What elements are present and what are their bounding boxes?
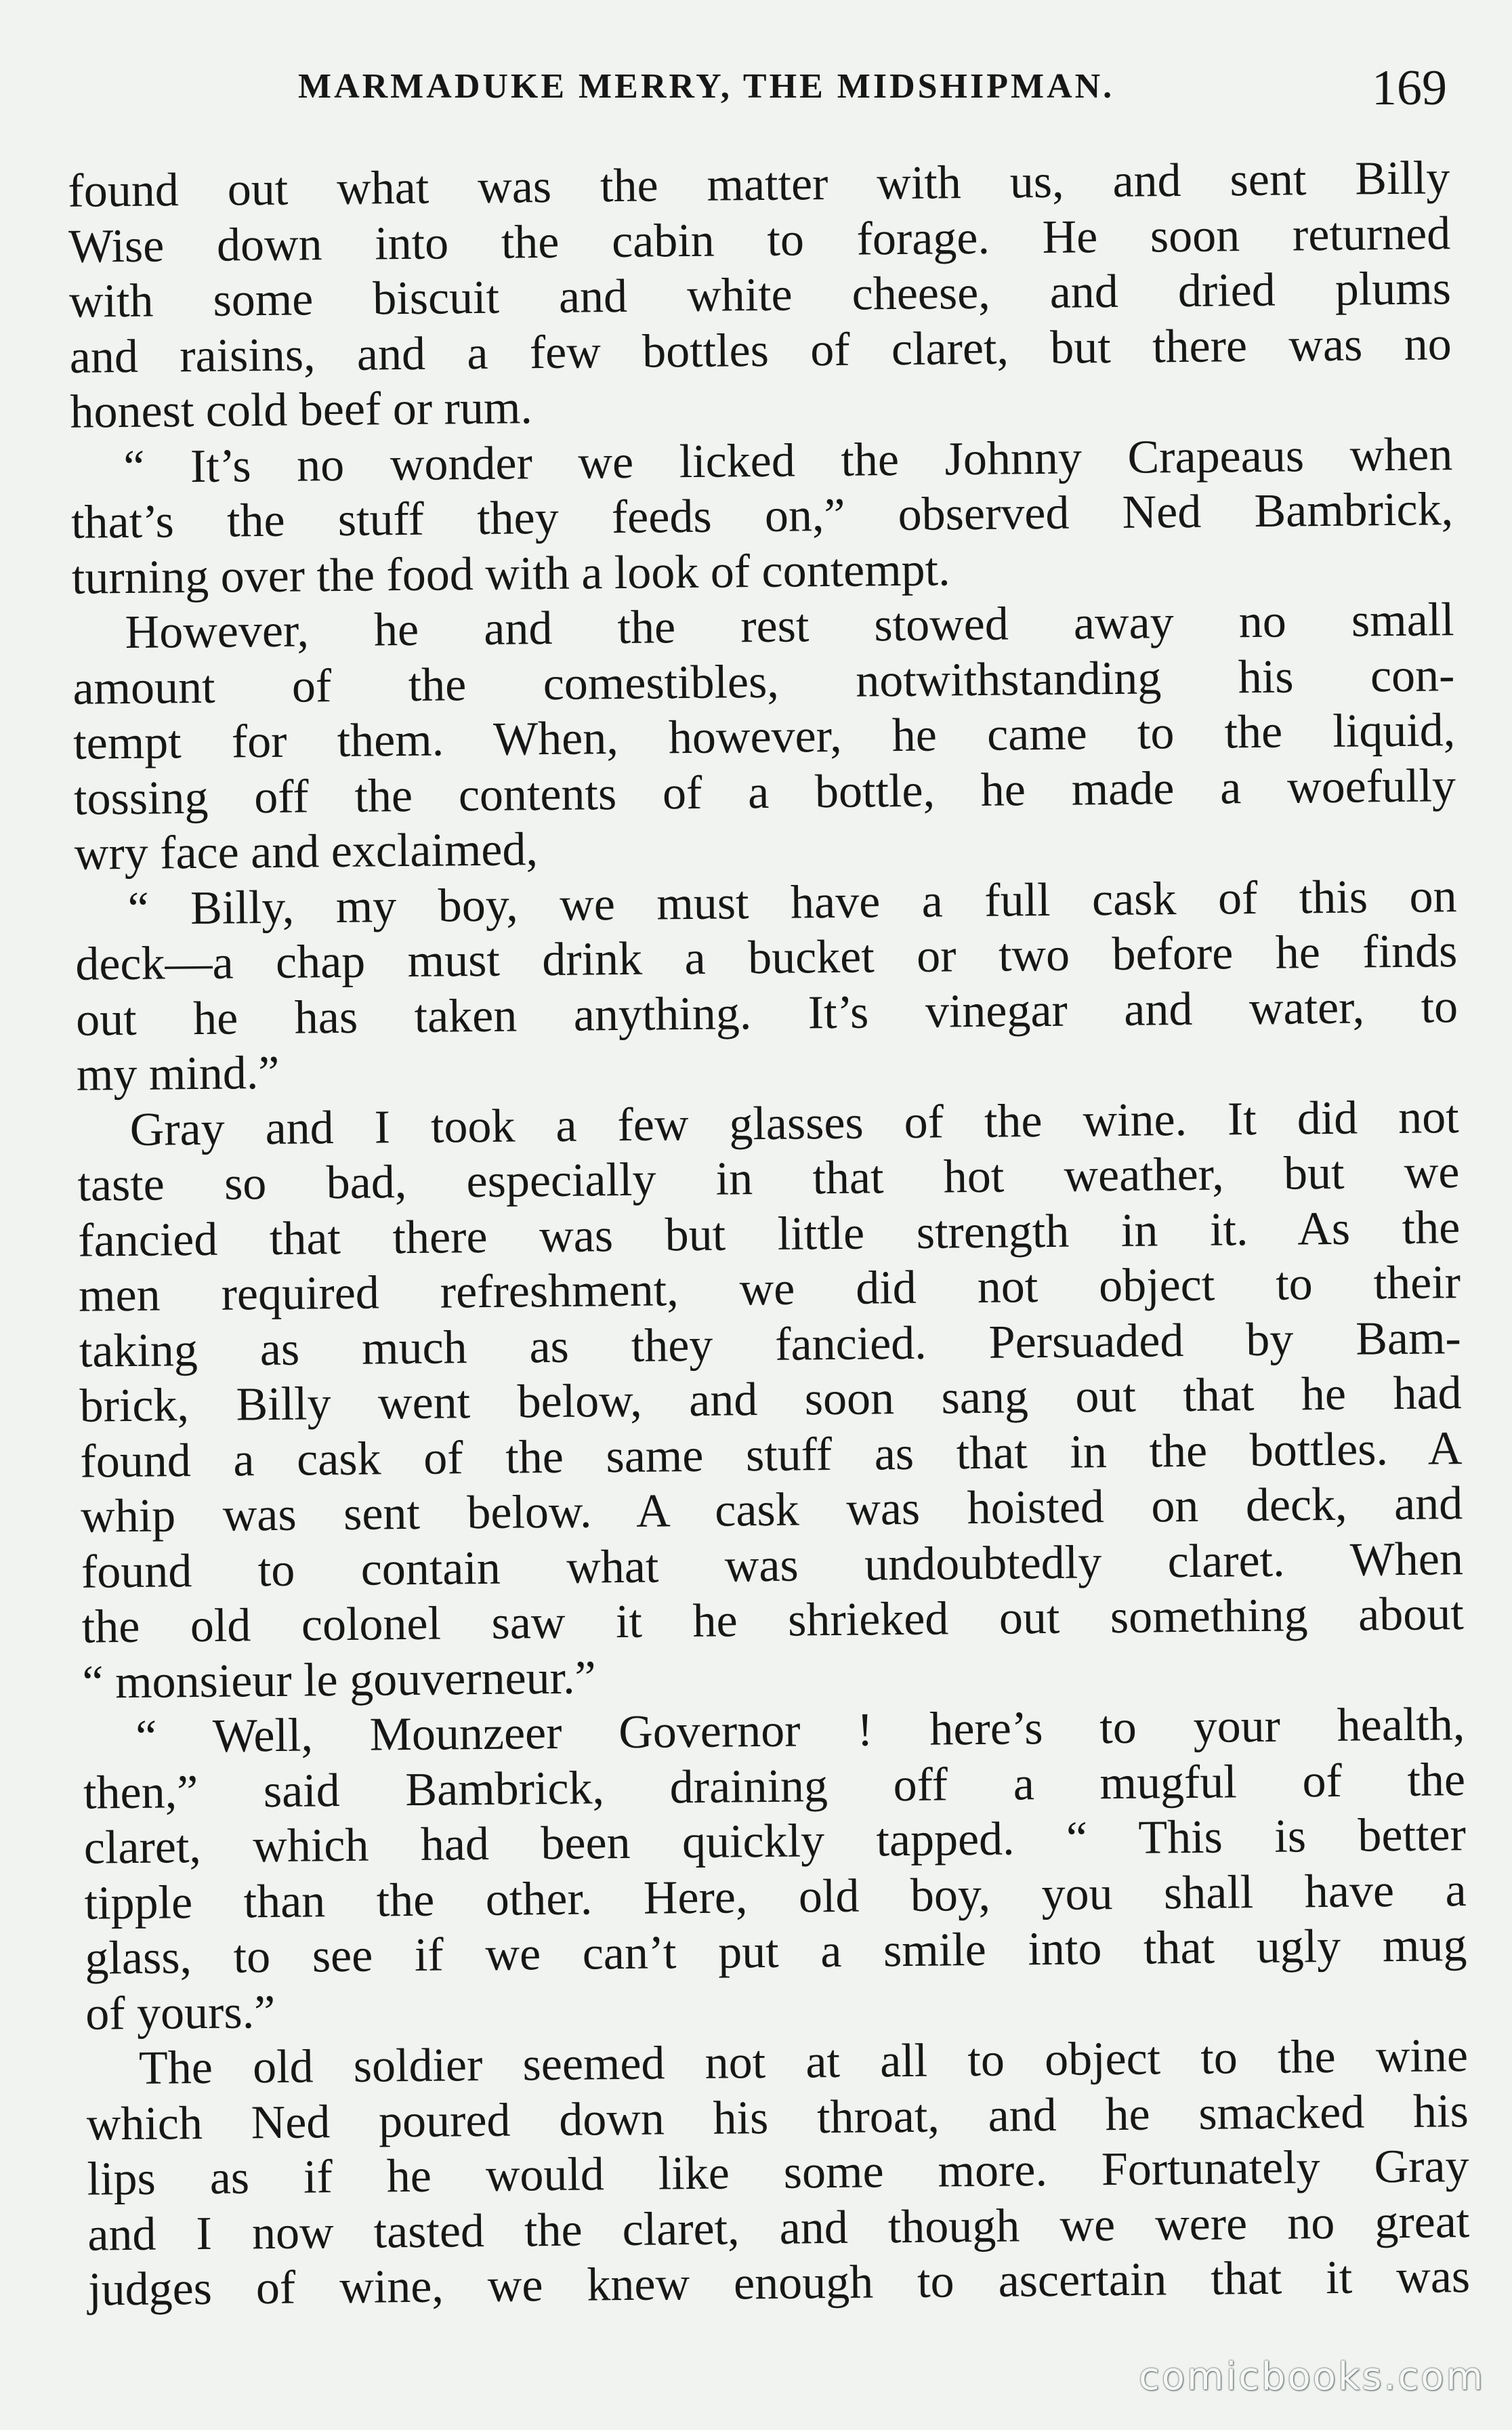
watermark: comicbooks.com bbox=[1138, 2355, 1485, 2399]
text-line: honest cold beef or rum. bbox=[70, 382, 533, 438]
text-line: lips as if he would like some more. Fortunately Gray bbox=[87, 2140, 1469, 2206]
text-line: glass, to see if we can’t put a smile into that ugly mug bbox=[85, 1919, 1467, 1985]
text-line: Wise down into the cabin to forage. He soon returned bbox=[68, 207, 1451, 273]
text-line: tempt for them. When, however, he came to the liquid, bbox=[72, 704, 1456, 770]
text-line: Gray and I took a few glasses of the wine. It did not bbox=[129, 1090, 1460, 1156]
text-line: claret, which had been quickly tapped. “ This is better bbox=[83, 1809, 1467, 1874]
text-line: which Ned poured down his throat, and he smacked his bbox=[86, 2084, 1469, 2151]
text-line: found out what was the matter with us, and sent Billy bbox=[68, 152, 1450, 218]
text-line: of yours.” bbox=[85, 1985, 276, 2040]
text-line: men required refreshment, we did not object to their bbox=[78, 1256, 1461, 1322]
text-line: brick, Billy went below, and soon sang out that he had bbox=[79, 1367, 1462, 1433]
text-line: The old soldier seemed not at all to object to the wine bbox=[138, 2030, 1469, 2095]
text-line: and I now tasted the claret, and though we were no great bbox=[87, 2195, 1470, 2261]
text-line: wry face and exclaimed, bbox=[74, 823, 539, 880]
text-line: tipple than the other. Here, old boy, you shall have a bbox=[84, 1863, 1467, 1930]
text-line: deck—a chap must drink a bucket or two before he finds bbox=[75, 925, 1458, 991]
text-line: found to contain what was undoubtedly claret. When bbox=[81, 1532, 1464, 1599]
text-line: amount of the comestibles, notwithstanding his con- bbox=[72, 648, 1455, 715]
text-line: and raisins, and a few bottles of claret, but there was no bbox=[69, 317, 1452, 384]
text-line: with some biscuit and white cheese, and dried plums bbox=[68, 262, 1452, 328]
text-line: judges of wine, we knew enough to ascertain that it was bbox=[87, 2250, 1471, 2316]
text-line: “ Well, Mounzeer Governor ! here’s to your health, bbox=[135, 1698, 1465, 1763]
text-line: “ It’s no wonder we licked the Johnny Crapeaus when bbox=[123, 428, 1453, 493]
text-line: then,” said Bambrick, draining off a mugful of the bbox=[83, 1753, 1466, 1819]
text-line: that’s the stuff they feeds on,” observed Ned Bambrick, bbox=[70, 483, 1454, 549]
text-line: the old colonel saw it he shrieked out something about bbox=[81, 1588, 1465, 1653]
text-line: my mind.” bbox=[76, 1046, 280, 1101]
text-line: whip was sent below. A cask was hoisted on deck, and bbox=[80, 1477, 1463, 1543]
text-line: However, he and the rest stowed away no small bbox=[125, 594, 1454, 659]
running-title: MARMADUKE MERRY, THE MIDSHIPMAN. bbox=[298, 67, 1115, 106]
text-line: taking as much as they fancied. Persuaded by Bam- bbox=[79, 1311, 1462, 1378]
body-text bbox=[68, 150, 1470, 2318]
text-line: found a cask of the same stuff as that in the bottles. A bbox=[80, 1422, 1463, 1488]
text-line: turning over the food with a look of contempt. bbox=[71, 543, 950, 604]
page-number: 169 bbox=[1372, 60, 1447, 116]
text-line: “ monsieur le gouverneur.” bbox=[82, 1651, 596, 1709]
text-line: tossing off the contents of a bottle, he made a woefully bbox=[73, 759, 1456, 825]
text-line: “ Billy, my boy, we must have a full cask of this on bbox=[127, 869, 1457, 935]
text-line: out he has taken anything. It’s vinegar and water, to bbox=[75, 980, 1458, 1046]
text-line: taste so bad, especially in that hot weather, but we bbox=[77, 1146, 1460, 1212]
running-head bbox=[298, 60, 1447, 121]
text-line: fancied that there was but little strength in it. As the bbox=[77, 1201, 1461, 1267]
